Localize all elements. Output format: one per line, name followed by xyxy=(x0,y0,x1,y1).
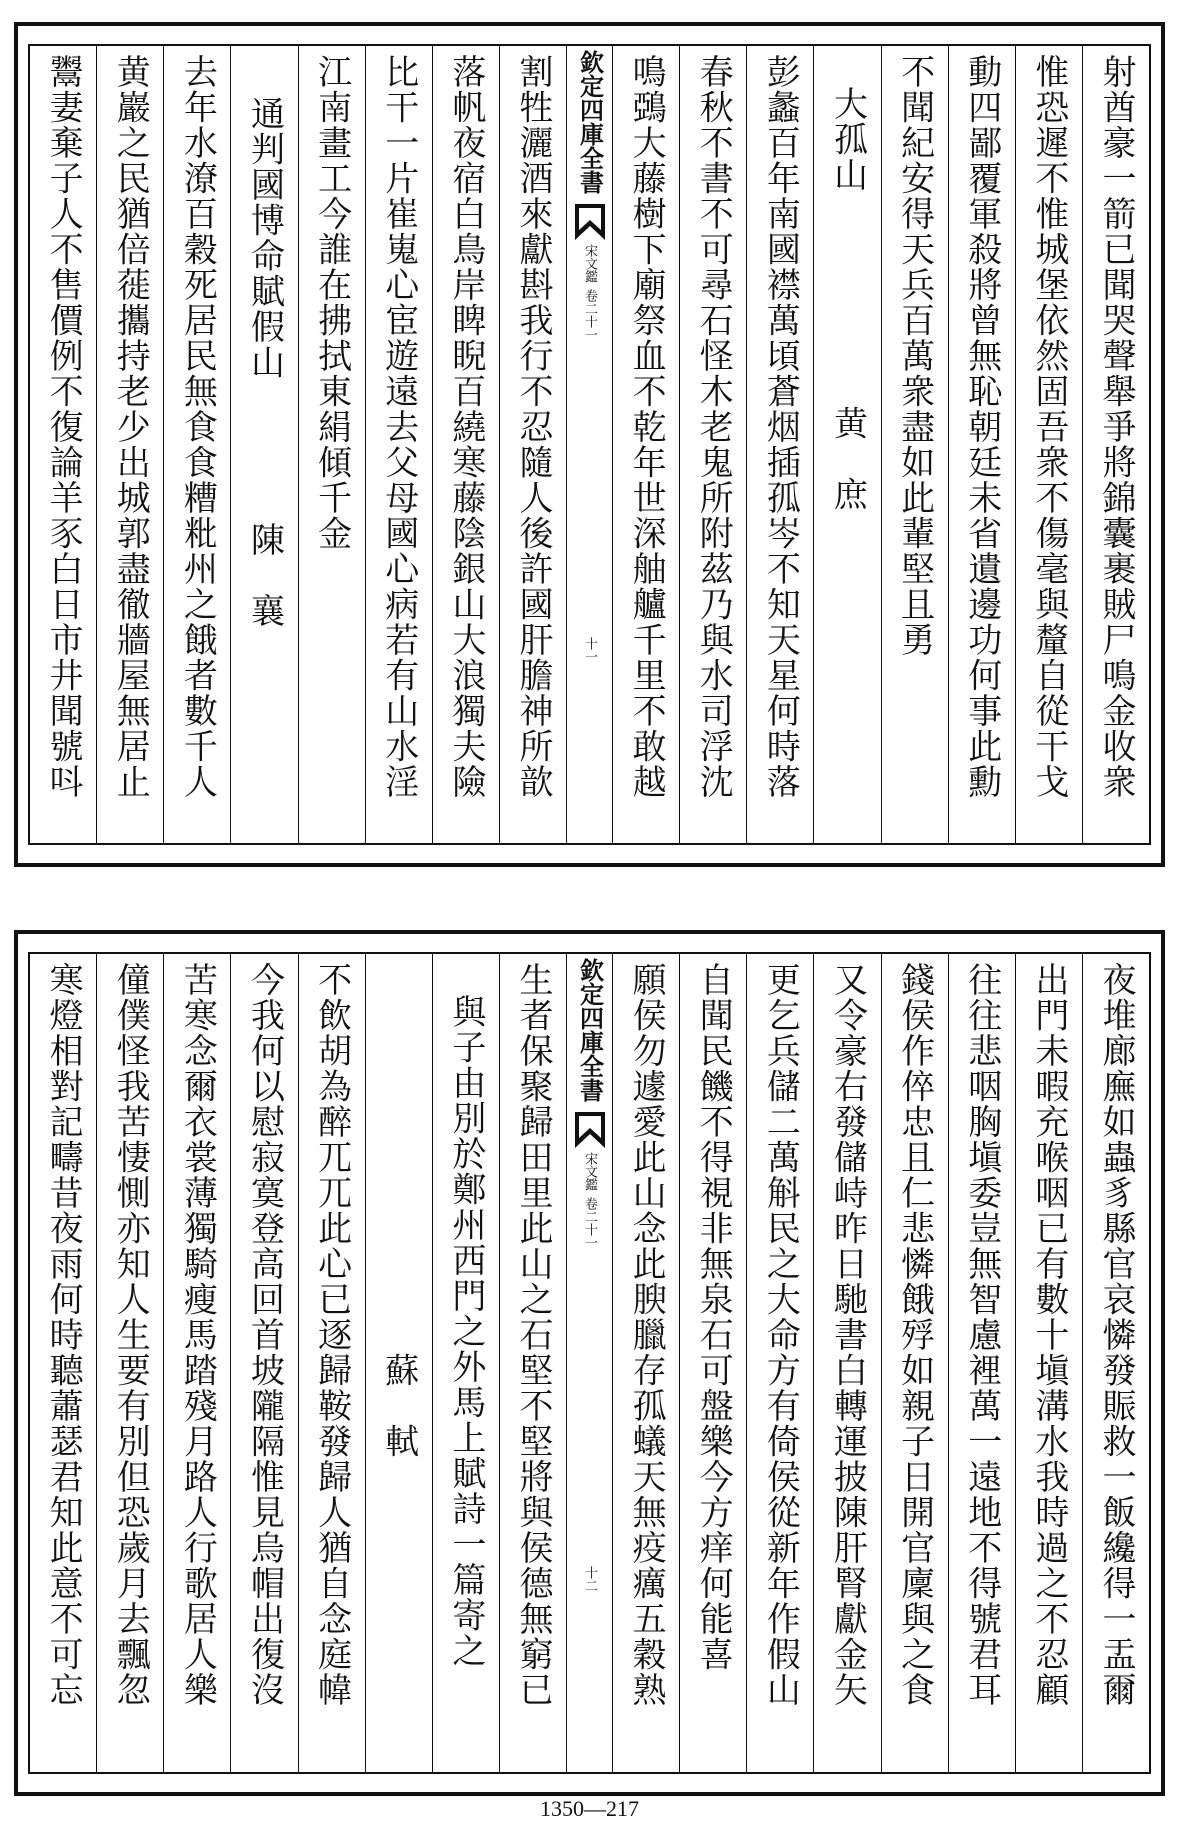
poem-title-column: 與子由別於鄭州西門之外馬上賦詩一篇寄之 xyxy=(432,954,499,1772)
fish-tail-icon xyxy=(575,204,605,240)
author-column: 蘇 軾 xyxy=(365,954,432,1772)
top-page xyxy=(14,22,1165,867)
bottom-page xyxy=(14,930,1165,1796)
center-margin xyxy=(566,46,612,843)
poem-title-column: 大孤山 黄 庶 xyxy=(813,46,880,843)
text-column: 錢侯作倅忠且仁悲憐餓殍如親子日開官廩與之食 xyxy=(881,954,948,1772)
text-column: 苦寒念爾衣裳薄獨騎瘦馬踏殘月路人行歌居人樂 xyxy=(163,954,230,1772)
text-column: 更乞兵儲二萬斛民之大命方有倚侯從新年作假山 xyxy=(746,954,813,1772)
text-column: 江南畫工今誰在拂拭東絹傾千金 xyxy=(298,46,365,843)
library-title: 欽定四庫全書 xyxy=(575,958,605,1102)
text-column: 僮僕怪我苦悽惻亦知人生要有別但恐歲月去飄忽 xyxy=(96,954,163,1772)
bottom-page-text-block xyxy=(28,952,1151,1774)
library-title: 欽定四庫全書 xyxy=(575,50,605,194)
poem-title-column: 通判國博命賦假山 陳 襄 xyxy=(230,46,297,843)
text-column: 黄巖之民猶倍蓰攜持老少出城郭盡徹牆屋無居止 xyxy=(96,46,163,843)
book-title: 宋文鑑 xyxy=(582,244,597,283)
leaf-number: 十一 xyxy=(582,637,597,663)
top-page-text-block xyxy=(28,44,1151,845)
text-column: 射酋豪一箭已聞哭聲舉爭將錦囊裹賊尸鳴金收衆 xyxy=(1082,46,1149,843)
text-column: 不聞紀安得天兵百萬衆盡如此輩堅且勇 xyxy=(881,46,948,843)
text-column: 出門未暇充喉咽已有數十塡溝水我時過之不忍顧 xyxy=(1015,954,1082,1772)
leaf-number: 十二 xyxy=(582,1566,597,1592)
volume-number: 卷二十一 xyxy=(582,289,597,341)
text-column: 今我何以慰寂寞登高回首坡隴隔惟見烏帽出復沒 xyxy=(230,954,297,1772)
text-column: 生者保聚歸田里此山之石堅不堅將與侯德無窮已 xyxy=(499,954,566,1772)
center-margin xyxy=(566,954,612,1772)
text-column: 寒燈相對記疇昔夜雨何時聽蕭瑟君知此意不可忘 xyxy=(43,962,84,1708)
text-column: 夜堆廊廡如蟲豸縣官哀憐發賑救一飯纔得一盂爾 xyxy=(1082,954,1149,1772)
text-column: 動四鄙覆軍殺將曾無恥朝廷未省遺邊功何事此勳 xyxy=(948,46,1015,843)
text-column: 又令豪右發儲峙昨日馳書白轉運披陳肝腎獻金矢 xyxy=(813,954,880,1772)
text-column: 鳴鵶大藤樹下廟祭血不乾年世深舳艫千里不敢越 xyxy=(612,46,679,843)
text-column: 割牲灑酒來獻斟我行不忍隨人後許國肝膽神所歆 xyxy=(499,46,566,843)
text-column: 落帆夜宿白鳥岸睥睨百繞寒藤陰銀山大浪獨夫險 xyxy=(432,46,499,843)
text-column: 春秋不書不可尋石怪木老鬼所附茲乃與水司浮沈 xyxy=(679,46,746,843)
text-column: 鬻妻棄子人不售價例不復論羊豕白日市井聞號呌 xyxy=(43,54,84,800)
text-column: 自聞民饑不得視非無泉石可盤樂今方痒何能喜 xyxy=(679,954,746,1772)
volume-number: 卷二十一 xyxy=(582,1197,597,1249)
text-column: 彭蠡百年南國襟萬頃蒼烟插孤岑不知天星何時落 xyxy=(746,46,813,843)
text-column: 往往悲咽胸塡委豈無智慮裡萬一遠地不得號君耳 xyxy=(948,954,1015,1772)
text-column: 去年水潦百穀死居民無食食糟粃州之餓者數千人 xyxy=(163,46,230,843)
page-number: 1350—217 xyxy=(540,1796,639,1821)
text-column: 不飲胡為醉兀兀此心已逐歸鞍發歸人猶自念庭幃 xyxy=(298,954,365,1772)
fish-tail-icon xyxy=(575,1112,605,1148)
text-column: 願侯勿遽愛此山念此腴臘存孤蟻天無疫癘五穀熟 xyxy=(612,954,679,1772)
text-column: 惟恐遲不惟城堡依然固吾衆不傷毫與釐自從干戈 xyxy=(1015,46,1082,843)
text-column: 比干一片崔嵬心宦遊遠去父母國心病若有山水淫 xyxy=(365,46,432,843)
book-title: 宋文鑑 xyxy=(582,1152,597,1191)
